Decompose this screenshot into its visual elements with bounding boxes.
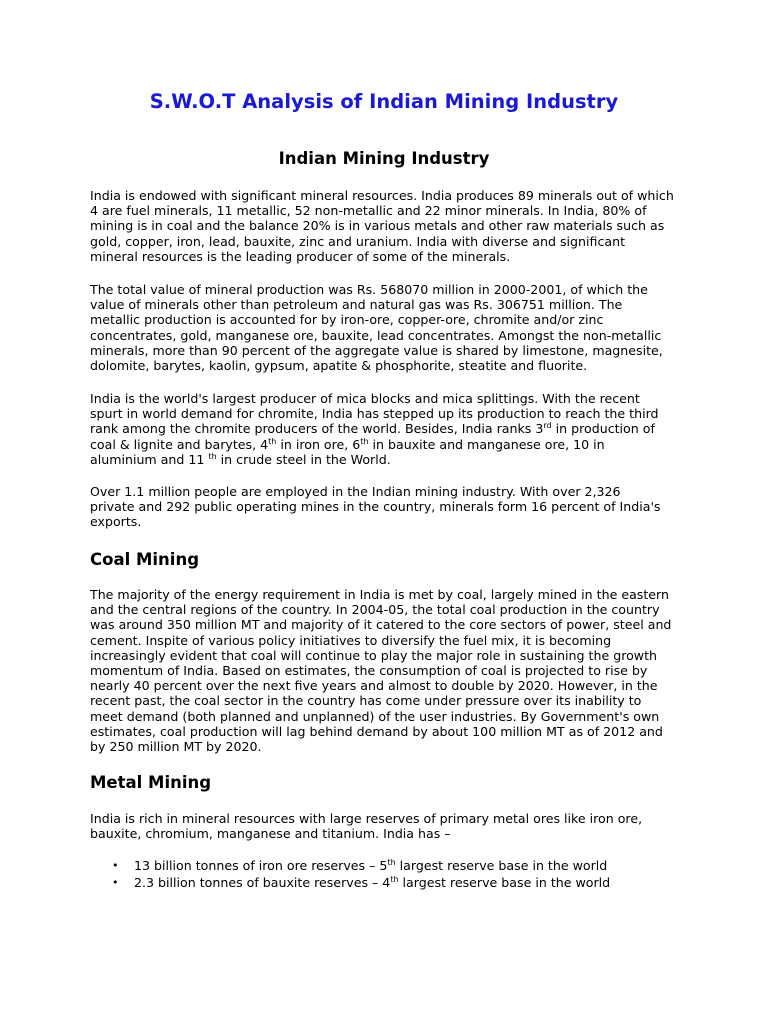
bullet-icon: • [112, 859, 119, 872]
paragraph-coal-mining: The majority of the energy requirement in India is met by coal, largely mined in the eastern and the central regions of the country. In 2004-05, the total coal production in the country was around 350 million MT and majority of it catered to the core sectors of power, steel and cement. Inspite of various policy initiatives to diversify the fuel mix, it is becoming increasingly evident that coal will continue to play the major role in sustaining the growth momentum of India. Based on estimates, the consumption of coal is projected to rise by nearly 40 percent over the next five years and almost to double by 2020. However, in the recent past, the coal sector in the country has come under pressure over its inability to meet demand (both planned and unplanned) of the user industries. By Government's own estimates, coal production will lag behind demand by about 100 million MT as of 2012 and by 250 million MT by 2020. [90, 587, 672, 755]
heading-coal-mining: Coal Mining [90, 550, 200, 569]
paragraph-mineral-resources: India is endowed with significant mineral resources. India produces 89 minerals out of which 4 are fuel minerals, 11 metallic, 52 non-metallic and 22 minor minerals. In India, 80% of mining is in coal and the balance 20% is in various metals and other raw materials such as gold, copper, iron, lead, bauxite, zinc and uranium. India with diverse and significant mineral resources is the leading producer of some of the minerals. [90, 188, 674, 264]
list-item: • 2.3 billion tonnes of bauxite reserves – 4th largest reserve base in the world [112, 874, 611, 890]
heading-metal-mining: Metal Mining [90, 773, 212, 792]
reserves-bullet-list [112, 858, 610, 891]
section-title-indian-mining-industry: Indian Mining Industry [278, 149, 490, 168]
paragraph-mineral-production-value: The total value of mineral production was Rs. 568070 million in 2000-2001, of which the value of minerals other than petroleum and natural gas was Rs. 306751 million. The metallic production is accounted for by iron-ore, copper-ore, chromite and/or zinc concentrates, gold, manganese ore, bauxite, lead concentrates. Amongst the non-metallic minerals, more than 90 percent of the aggregate value is shared by limestone, magnesite, dolomite, barytes, kaolin, gypsum, apatite & phosphorite, steatite and fluorite. [90, 282, 663, 374]
paragraph-world-ranking: India is the world's largest producer of mica blocks and mica splittings. With the recent spurt in world demand for chromite, India has stepped up its production to reach the third rank among the chromite producers of the world. Besides, India ranks 3rd in production of coal & lignite and barytes, 4th in iron ore, 6th in bauxite and manganese ore, 10 in aluminium and 11 $^{th}$ in crude steel in the World. [90, 391, 659, 467]
bullet-icon: • [112, 875, 119, 889]
paragraph-employment: Over 1.1 million people are employed in the Indian mining industry. With over 2,326 private and 292 public operating mines in the country, minerals form 16 percent of India's exports. [90, 484, 661, 530]
list-item: • 13 billion tonnes of iron ore reserves – 5th largest reserve base in the world [112, 858, 608, 873]
document-title: S.W.O.T Analysis of Indian Mining Industry [149, 90, 619, 113]
paragraph-metal-mining: India is rich in mineral resources with large reserves of primary metal ores like iron ore, bauxite, chromium, manganese and titanium. India has – [90, 811, 643, 842]
